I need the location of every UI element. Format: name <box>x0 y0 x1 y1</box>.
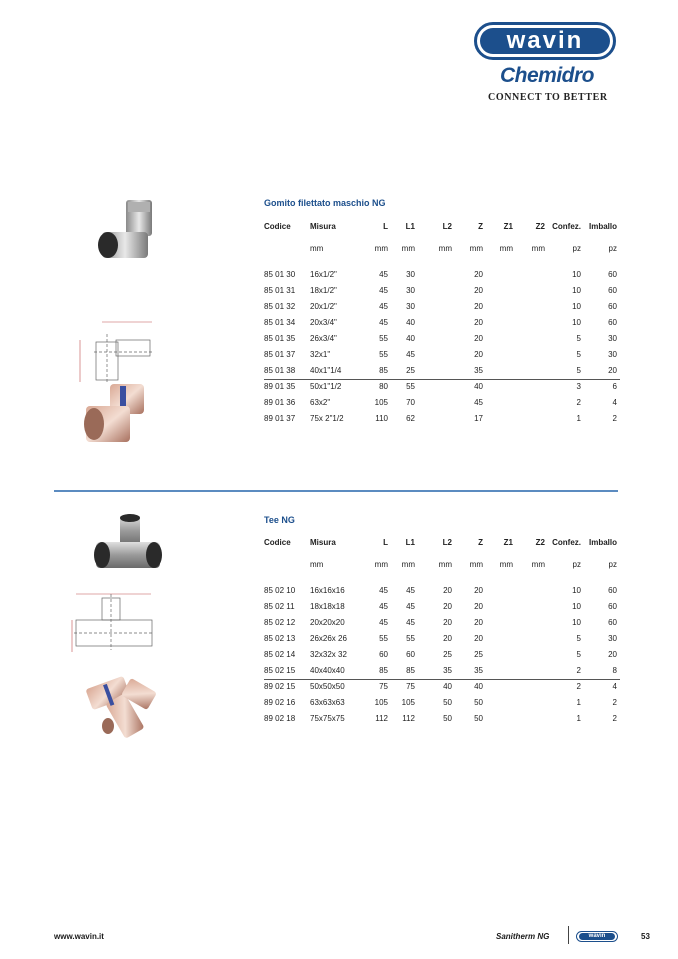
table-row <box>264 318 622 332</box>
table-row <box>264 334 622 348</box>
table-cell: 80 <box>379 382 388 391</box>
table-cell: 20 <box>474 302 483 311</box>
table-row <box>264 698 622 712</box>
table-cell: 20 <box>608 366 617 375</box>
table-row <box>264 714 622 728</box>
table-cell: 60 <box>608 618 617 627</box>
table-cell: 45 <box>406 602 415 611</box>
table-cell: 60 <box>608 270 617 279</box>
table-cell: L <box>383 538 388 547</box>
table-row <box>264 618 622 632</box>
table-row <box>264 350 622 364</box>
table-cell: 20 <box>474 618 483 627</box>
table-row <box>264 650 622 664</box>
table-cell: pz <box>572 560 581 569</box>
table-cell: 20 <box>474 634 483 643</box>
table-cell: 89 02 15 <box>264 682 296 691</box>
table-cell: 105 <box>374 698 388 707</box>
table-cell: 60 <box>608 602 617 611</box>
table-cell: L2 <box>442 538 452 547</box>
table-cell: 85 02 10 <box>264 586 296 595</box>
table-cell: 25 <box>406 366 415 375</box>
table-cell: pz <box>572 244 581 253</box>
table-cell: Imballo <box>588 222 617 231</box>
table-cell: Confez. <box>552 538 581 547</box>
table-cell: 55 <box>379 334 388 343</box>
tee-technical-drawing <box>66 590 156 660</box>
table-cell: 50 <box>443 714 452 723</box>
table-cell: 20 <box>608 650 617 659</box>
table-cell: pz <box>608 560 617 569</box>
table-cell: 2 <box>612 414 617 423</box>
table-cell: 50 <box>443 698 452 707</box>
table-cell: 20 <box>474 270 483 279</box>
table-cell: 17 <box>474 414 483 423</box>
table-cell: mm <box>401 560 415 569</box>
table-cell: 30 <box>406 286 415 295</box>
table-cell: 40 <box>406 318 415 327</box>
table-cell: 2 <box>576 666 581 675</box>
table-cell: 20 <box>474 318 483 327</box>
table-cell: 60 <box>608 286 617 295</box>
table-cell: 10 <box>572 586 581 595</box>
footer-url[interactable]: www.wavin.it <box>54 932 104 941</box>
table-cell: 50 <box>474 714 483 723</box>
table-cell: 75 <box>406 682 415 691</box>
table-cell: Z2 <box>535 222 545 231</box>
table-cell: 89 02 16 <box>264 698 296 707</box>
table-cell: 18x1/2" <box>310 286 337 295</box>
table-cell: 45 <box>379 286 388 295</box>
table-cell: 25 <box>443 650 452 659</box>
table-cell: 30 <box>608 350 617 359</box>
table-cell: 50 <box>474 698 483 707</box>
footer-logo-text: wavin <box>579 933 615 940</box>
table-cell: Z2 <box>535 538 545 547</box>
table-cell: 45 <box>379 318 388 327</box>
table-cell: 10 <box>572 270 581 279</box>
table-cell: 20 <box>474 586 483 595</box>
table-cell: 10 <box>572 318 581 327</box>
table-cell: 45 <box>379 586 388 595</box>
table-cell: 110 <box>375 414 388 423</box>
table-cell: 26x3/4" <box>310 334 337 343</box>
table-cell: 5 <box>576 366 581 375</box>
table-cell: 30 <box>406 270 415 279</box>
table-row <box>264 682 622 696</box>
table-row <box>264 414 622 428</box>
table-cell: 2 <box>612 698 617 707</box>
table-divider <box>264 679 620 680</box>
footer-product: Sanitherm NG <box>496 932 550 941</box>
table-cell: Z <box>478 538 483 547</box>
table-cell: 8 <box>612 666 617 675</box>
table-cell: 60 <box>379 650 388 659</box>
table-cell: Misura <box>310 538 336 547</box>
table-cell: 85 01 34 <box>264 318 296 327</box>
table-cell: Z1 <box>503 222 513 231</box>
table-cell: 35 <box>474 366 483 375</box>
table-cell: 2 <box>612 714 617 723</box>
table-cell: 5 <box>576 334 581 343</box>
table-cell: Imballo <box>588 538 617 547</box>
table-cell: 2 <box>576 682 581 691</box>
table-cell: Z1 <box>503 538 513 547</box>
table-cell: 112 <box>402 714 415 723</box>
table-cell: mm <box>531 244 545 253</box>
table-cell: 25 <box>474 650 483 659</box>
table-cell: 20x3/4" <box>310 318 337 327</box>
table-cell: 63x2" <box>310 398 331 407</box>
table-cell: 6 <box>612 382 617 391</box>
table-cell: mm <box>469 560 483 569</box>
footer-wavin-logo <box>576 931 618 942</box>
table-cell: 85 01 38 <box>264 366 296 375</box>
table-cell: 85 01 31 <box>264 286 296 295</box>
table-cell: 26x26x 26 <box>310 634 347 643</box>
table-cell: 45 <box>379 618 388 627</box>
table-cell: 40 <box>474 682 483 691</box>
table-cell: Z <box>478 222 483 231</box>
table-cell: 89 01 35 <box>264 382 296 391</box>
table-cell: 1 <box>576 698 581 707</box>
section-title-tee: Tee NG <box>264 515 295 525</box>
section-separator <box>54 490 618 492</box>
table-cell: 20 <box>474 350 483 359</box>
table-cell: 4 <box>612 398 617 407</box>
table-cell: 85 02 12 <box>264 618 296 627</box>
table-cell: 55 <box>406 382 415 391</box>
table-units-row <box>264 560 622 574</box>
table-cell: 70 <box>406 398 415 407</box>
table-cell: Confez. <box>552 222 581 231</box>
table-cell: 85 01 32 <box>264 302 296 311</box>
table-cell: 85 02 15 <box>264 666 296 675</box>
table-cell: 40 <box>474 382 483 391</box>
table-cell: 20 <box>443 618 452 627</box>
table-cell: 16x16x16 <box>310 586 345 595</box>
table-cell: L2 <box>442 222 452 231</box>
table-cell: 45 <box>379 602 388 611</box>
table-cell: mm <box>438 244 452 253</box>
table-cell: 3 <box>576 382 581 391</box>
table-cell: 105 <box>401 698 415 707</box>
table-cell: 85 02 14 <box>264 650 296 659</box>
table-cell: 85 01 30 <box>264 270 296 279</box>
table-cell: mm <box>374 244 388 253</box>
table-cell: 40 <box>406 334 415 343</box>
table-cell: 60 <box>406 650 415 659</box>
footer-divider <box>568 926 569 944</box>
table-units-row <box>264 244 622 258</box>
table-cell: 63x63x63 <box>310 698 345 707</box>
table-cell: 30 <box>406 302 415 311</box>
table-cell: 55 <box>379 350 388 359</box>
table-divider <box>264 379 620 380</box>
table-cell: mm <box>531 560 545 569</box>
table-cell: 45 <box>379 302 388 311</box>
table-cell: 45 <box>474 398 483 407</box>
table-cell: 85 <box>406 666 415 675</box>
table-cell: 85 01 37 <box>264 350 296 359</box>
table-row <box>264 398 622 412</box>
table-row <box>264 302 622 316</box>
table-cell: 5 <box>576 350 581 359</box>
table-cell: 60 <box>608 302 617 311</box>
product-table-elbow <box>264 222 624 432</box>
table-cell: 45 <box>406 350 415 359</box>
table-cell: 89 01 36 <box>264 398 296 407</box>
page-number: 53 <box>641 932 650 941</box>
table-cell: 45 <box>379 270 388 279</box>
table-cell: L1 <box>405 222 415 231</box>
table-cell: 35 <box>443 666 452 675</box>
table-row <box>264 602 622 616</box>
table-cell: 5 <box>576 634 581 643</box>
tee-fitting-photo <box>92 510 164 580</box>
table-cell: 85 <box>379 666 388 675</box>
table-cell: 75x 2"1/2 <box>310 414 344 423</box>
table-cell: mm <box>374 560 388 569</box>
table-cell: 40x40x40 <box>310 666 345 675</box>
table-cell: 55 <box>379 634 388 643</box>
table-cell: 40 <box>443 682 452 691</box>
table-cell: 10 <box>572 602 581 611</box>
table-cell: 20 <box>474 286 483 295</box>
table-header-row <box>264 538 622 552</box>
table-cell: 20x20x20 <box>310 618 345 627</box>
table-cell: 32x1" <box>310 350 331 359</box>
table-cell: 50x50x50 <box>310 682 345 691</box>
table-header-row <box>264 222 622 236</box>
table-cell: 45 <box>406 618 415 627</box>
table-cell: 55 <box>406 634 415 643</box>
table-cell: 75 <box>379 682 388 691</box>
table-cell: 1 <box>576 714 581 723</box>
table-cell: 45 <box>406 586 415 595</box>
section-title-elbow: Gomito filettato maschio NG <box>264 198 386 208</box>
table-cell: 50x1"1/2 <box>310 382 342 391</box>
table-cell: 1 <box>576 414 581 423</box>
table-cell: mm <box>469 244 483 253</box>
table-cell: 4 <box>612 682 617 691</box>
table-cell: mm <box>499 244 513 253</box>
table-cell: L <box>383 222 388 231</box>
table-cell: 89 02 18 <box>264 714 296 723</box>
table-cell: mm <box>310 560 324 569</box>
table-cell: 16x1/2" <box>310 270 337 279</box>
table-row <box>264 634 622 648</box>
table-cell: 10 <box>572 618 581 627</box>
table-cell: 18x18x18 <box>310 602 345 611</box>
table-cell: 10 <box>572 286 581 295</box>
table-row <box>264 382 622 396</box>
table-cell: 10 <box>572 302 581 311</box>
product-table-tee <box>264 538 624 738</box>
table-cell: 20 <box>443 634 452 643</box>
elbow-brass-photo <box>80 380 156 450</box>
table-cell: 30 <box>608 634 617 643</box>
table-cell: 20 <box>474 334 483 343</box>
table-cell: 85 02 13 <box>264 634 296 643</box>
table-row <box>264 270 622 284</box>
table-cell: 60 <box>608 318 617 327</box>
table-cell: Codice <box>264 538 291 547</box>
table-cell: 30 <box>608 334 617 343</box>
table-cell: 62 <box>406 414 415 423</box>
table-cell: 32x32x 32 <box>310 650 347 659</box>
table-cell: 105 <box>374 398 388 407</box>
elbow-technical-drawing <box>72 312 156 386</box>
table-cell: 85 02 11 <box>264 602 295 611</box>
table-cell: 20 <box>443 586 452 595</box>
table-cell: 5 <box>576 650 581 659</box>
table-cell: mm <box>438 560 452 569</box>
table-cell: Codice <box>264 222 291 231</box>
table-cell: 112 <box>375 714 388 723</box>
table-cell: 85 01 35 <box>264 334 296 343</box>
table-cell: 35 <box>474 666 483 675</box>
table-cell: mm <box>499 560 513 569</box>
elbow-fitting-photo <box>92 196 158 264</box>
table-cell: 2 <box>576 398 581 407</box>
table-row <box>264 286 622 300</box>
tee-brass-photo <box>84 670 156 740</box>
table-row <box>264 666 622 680</box>
wavin-logo-text: wavin <box>480 28 610 54</box>
table-cell: 20x1/2" <box>310 302 337 311</box>
table-cell: pz <box>608 244 617 253</box>
table-cell: 20 <box>443 602 452 611</box>
table-cell: 89 01 37 <box>264 414 296 423</box>
table-cell: mm <box>310 244 324 253</box>
table-cell: 20 <box>474 602 483 611</box>
tagline: CONNECT TO BETTER <box>488 92 608 103</box>
table-row <box>264 586 622 600</box>
table-cell: 40x1"1/4 <box>310 366 342 375</box>
table-row <box>264 366 622 380</box>
table-cell: 75x75x75 <box>310 714 345 723</box>
table-cell: Misura <box>310 222 336 231</box>
chemidro-logo: Chemidro <box>499 64 594 87</box>
wavin-logo <box>474 22 616 60</box>
table-cell: 60 <box>608 586 617 595</box>
table-cell: 85 <box>379 366 388 375</box>
table-cell: L1 <box>405 538 415 547</box>
table-cell: mm <box>401 244 415 253</box>
